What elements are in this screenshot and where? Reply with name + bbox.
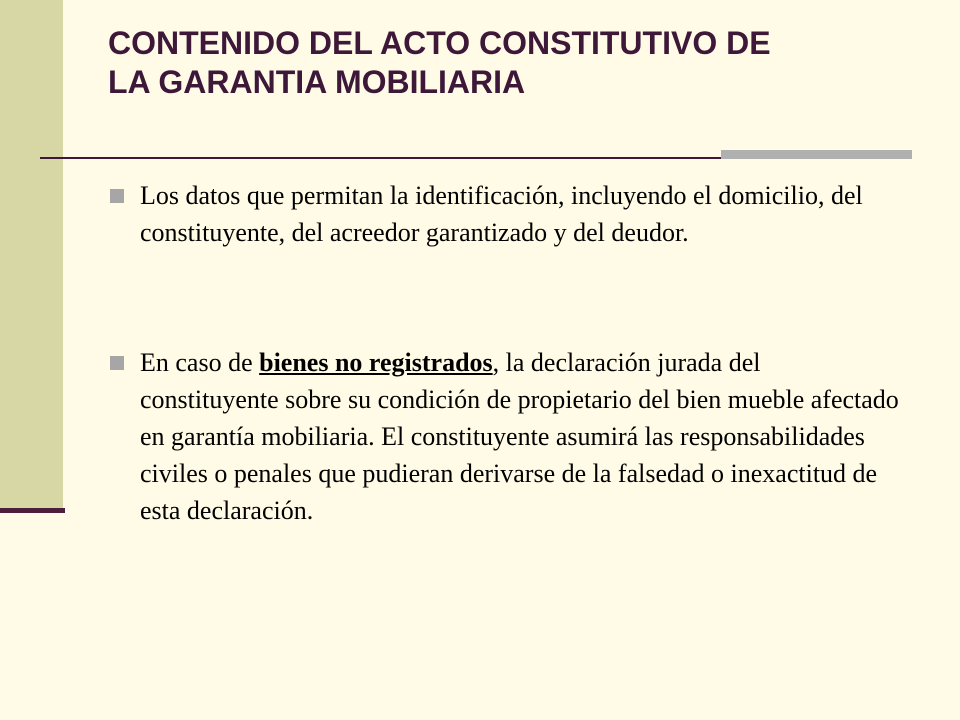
left-accent-line (0, 508, 65, 513)
bullet-emphasis: bienes no registrados (259, 348, 493, 377)
bullet-text: Los datos que permitan la identificación, incluyendo el domicilio, del constituyente, del acreedor garantizado y del deudor. (140, 181, 863, 247)
title-divider-accent (721, 150, 912, 159)
bullet-item-declaration (110, 344, 900, 529)
title-line-1: CONTENIDO DEL ACTO CONSTITUTIVO DE (108, 25, 771, 61)
bullet-prefix: En caso de (140, 348, 260, 377)
left-accent-bar (0, 0, 63, 510)
bullet-suffix: , la declaración jurada del constituyente sobre su condición de propietario del bien mueble afectado en garantía mobiliaria. El constituyente asumirá las responsabilidades civiles o penales que pudieran derivarse de la falsedad o inexactitud de esta declaración. (140, 348, 899, 525)
bullet-text (140, 344, 900, 529)
title-line-2: LA GARANTIA MOBILIARIA (108, 64, 526, 100)
square-bullet-icon (110, 189, 124, 203)
bullet-item-identification (110, 177, 900, 251)
slide-title (108, 24, 908, 102)
square-bullet-icon (110, 356, 124, 370)
